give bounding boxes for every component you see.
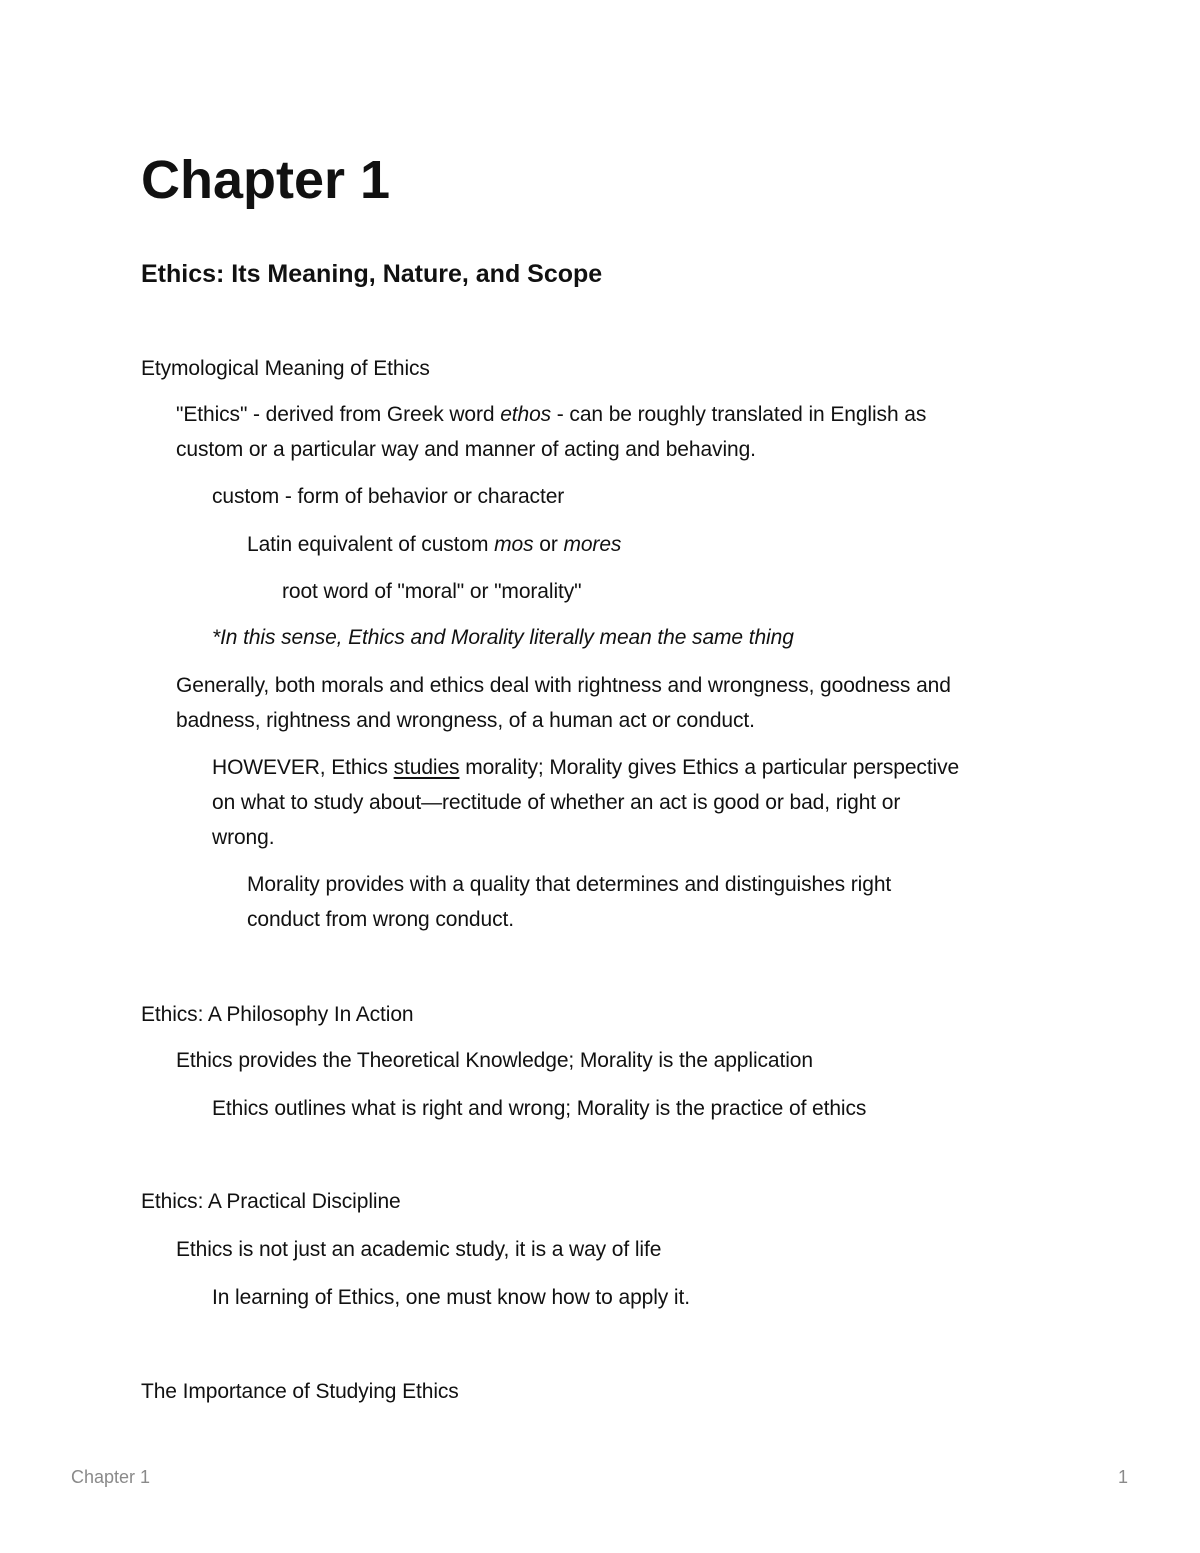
page-subtitle: Ethics: Its Meaning, Nature, and Scope	[141, 260, 603, 288]
definition-text-b: - can be roughly translated in English as	[551, 403, 927, 426]
definition-paragraph-line2: custom or a particular way and manner of acting and behaving.	[176, 438, 756, 461]
latin-mos-term: mos	[494, 533, 534, 556]
definition-ethos-term: ethos	[500, 403, 552, 426]
definition-text-a: "Ethics" - derived from Greek word	[176, 403, 501, 426]
latin-text-a: Latin equivalent of custom	[247, 533, 495, 556]
footer-page-number: 1	[1118, 1467, 1129, 1487]
custom-definition: custom - form of behavior or character	[212, 485, 565, 508]
page-title: Chapter 1	[141, 150, 391, 210]
discipline-line2: In learning of Ethics, one must know how to apply it.	[212, 1286, 690, 1309]
morality-paragraph-line2: conduct from wrong conduct.	[247, 908, 514, 931]
root-word-line: root word of "moral" or "morality"	[282, 580, 582, 603]
however-paragraph-line3: wrong.	[212, 826, 275, 849]
philosophy-line2: Ethics outlines what is right and wrong; Morality is the practice of ethics	[212, 1097, 867, 1120]
section-heading-philosophy: Ethics: A Philosophy In Action	[141, 1003, 414, 1026]
generally-paragraph-line1: Generally, both morals and ethics deal with rightness and wrongness, goodness and	[176, 674, 951, 697]
footer-chapter-label: Chapter 1	[71, 1467, 151, 1487]
sense-note: *In this sense, Ethics and Morality literally mean the same thing	[212, 626, 794, 649]
section-heading-discipline: Ethics: A Practical Discipline	[141, 1190, 401, 1213]
latin-equivalent	[247, 527, 621, 562]
however-studies-term: studies	[393, 756, 460, 779]
section-heading-importance: The Importance of Studying Ethics	[141, 1380, 459, 1403]
philosophy-line1: Ethics provides the Theoretical Knowledge; Morality is the application	[176, 1049, 813, 1072]
however-paragraph-line1	[212, 750, 959, 785]
section-heading-etymology: Etymological Meaning of Ethics	[141, 357, 430, 380]
latin-or-text: or	[533, 533, 564, 556]
however-paragraph-line2: on what to study about—rectitude of whether an act is good or bad, right or	[212, 791, 901, 814]
generally-paragraph-line2: badness, rightness and wrongness, of a human act or conduct.	[176, 709, 755, 732]
however-text-b: morality; Morality gives Ethics a particular perspective	[459, 756, 960, 779]
latin-mores-term: mores	[563, 533, 622, 556]
discipline-line1: Ethics is not just an academic study, it is a way of life	[176, 1238, 662, 1261]
morality-paragraph-line1: Morality provides with a quality that determines and distinguishes right	[247, 873, 892, 896]
however-text-a: HOWEVER, Ethics	[212, 756, 394, 779]
definition-paragraph-line1	[176, 397, 926, 432]
